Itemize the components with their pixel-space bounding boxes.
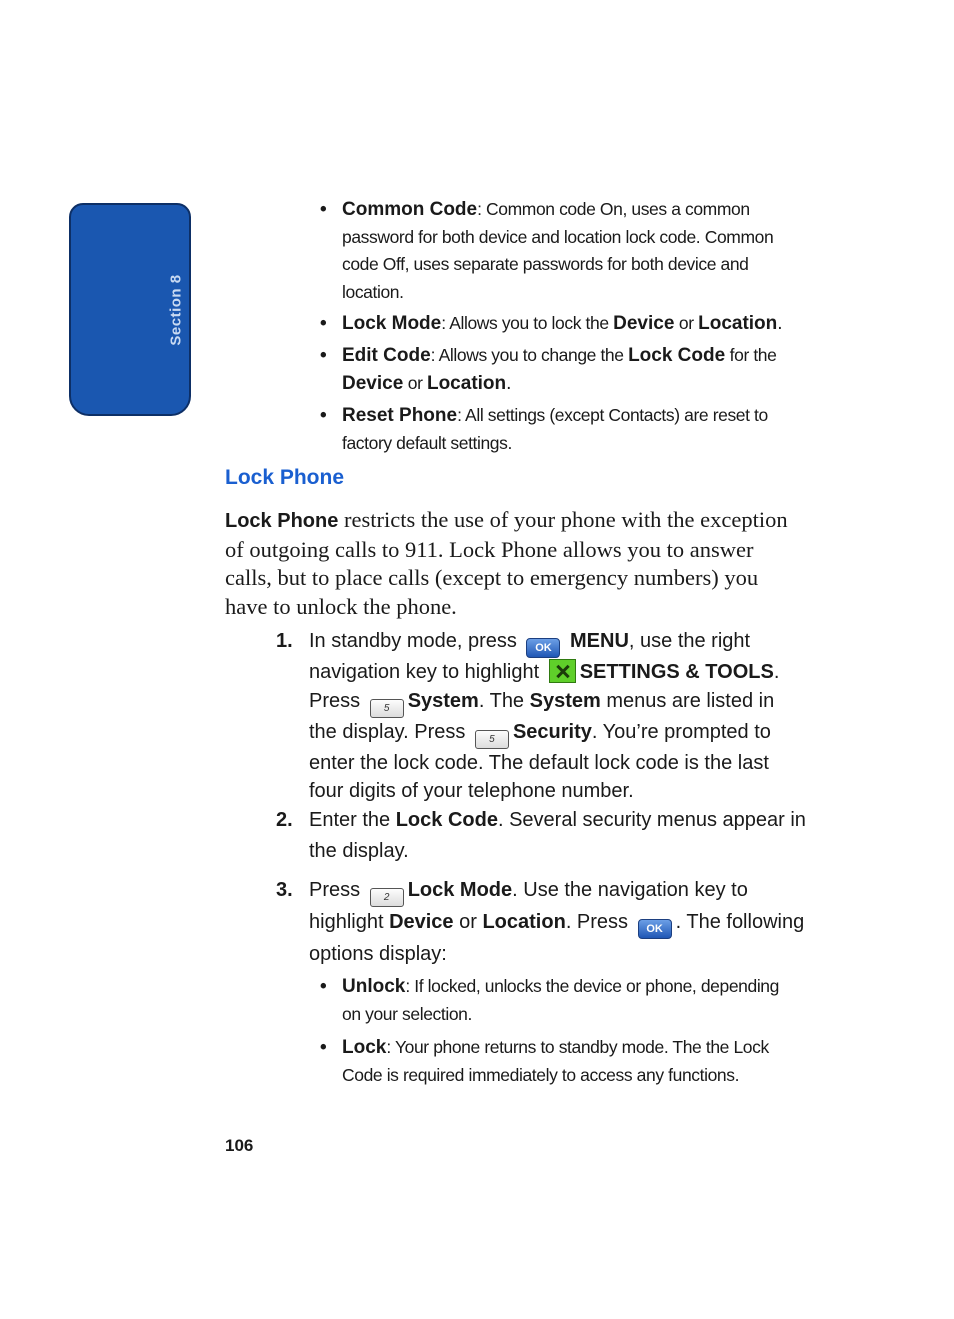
page-number: 106	[225, 1136, 254, 1155]
step-3: 3. Press 2 Lock Mode. Use the navigation key to highlight Device or Location. Press OK . The following options display:	[276, 879, 805, 965]
bullet-reset-phone: • Reset Phone: All settings (except Contacts) are reset to factory default settings.	[320, 405, 768, 453]
step-1: 1. In standby mode, press OK MENU, use the right navigation key to highlight SETTINGS & TOOLS. Press 5 System. The System menus are listed in the display. Press 5 Security. You’re prompted to enter the lock code. The default lock code is the last four digits of your telephone number.	[276, 630, 780, 802]
section-label: Section 8	[167, 274, 185, 346]
bullet-lock-mode: • Lock Mode: Allows you to lock the Device or Location.	[320, 313, 783, 334]
bullet-lock: • Lock: Your phone returns to standby mode. The the Lock Code is required immediately to access any functions.	[320, 1037, 769, 1085]
five-key-icon: 5	[370, 699, 404, 718]
five-key-icon: 5	[475, 730, 509, 749]
bullet-edit-code: • Edit Code: Allows you to change the Lock Code for the Device or Location.	[320, 345, 777, 394]
section-heading: Lock Phone	[225, 466, 345, 489]
two-key-icon: 2	[370, 888, 404, 907]
intro-paragraph: Lock Phone restricts the use of your phone with the exception of outgoing calls to 911. Lock Phone allows you to answer calls, but to place calls (except to emergency numbers) you have to unlock the phone.	[225, 507, 788, 619]
settings-tools-icon	[549, 659, 576, 683]
bullet-common-code: • Common Code: Common code On, uses a common password for both device and location lock code. Common code Off, uses separate passwords for both device and location.	[320, 199, 774, 302]
step-2: 2. Enter the Lock Code. Several security menus appear in the display.	[276, 809, 806, 862]
ok-key-icon: OK	[526, 638, 560, 658]
bullet-unlock: • Unlock: If locked, unlocks the device or phone, depending on your selection.	[320, 976, 779, 1024]
ok-key-icon: OK	[638, 919, 672, 939]
